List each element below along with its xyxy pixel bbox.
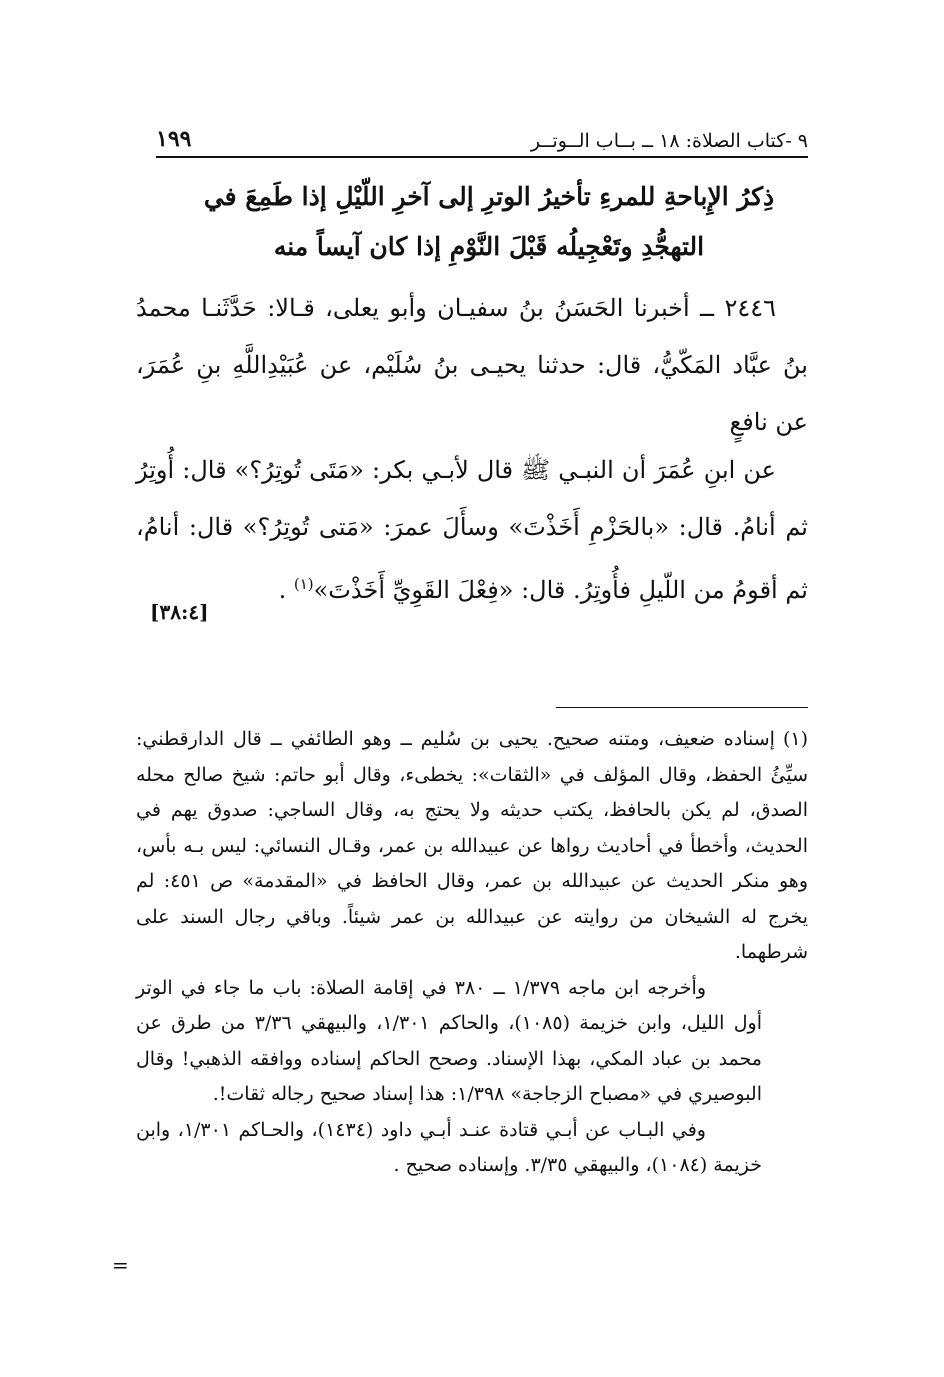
footnote-separator xyxy=(556,707,808,708)
chapter-heading xyxy=(170,172,808,272)
hadith-chain xyxy=(136,280,808,451)
running-title: ٩ -كتاب الصلاة: ١٨ ــ بــاب الــوتــر xyxy=(530,130,808,152)
footnote-para-1: إسناده ضعيف، ومتنه صحيح. يحيى بن سُليم ــ وهو الطائفي ــ قال الدارقطني: سيِّئُ الحفظ، وقال المؤلف في «الثقات»: يخطىء، وقال أبو حاتم: شيخ صالح محله الصدق، لم يكن بالحافظ، يكتب حديثه ولا يحتج به، وقال الساجي: صدوق يهم في الحديث، وأخطأ في أحاديث رواها عن عبيدالله بن عمر، وقـال النسائي: ليس بـه بأس، وهو منكر الحديث عن عبيدالله بن عمر، وقال الحافظ في «المقدمة» ص ٤٥١: لم يخرج له الشيخان من روايته عن عبيدالله بن عمر شيئاً. وباقي رجال السند على شرطهما. xyxy=(136,728,808,963)
footnote-para-3: وفي البـاب عن أبـي قتادة عنـد أبـي داود (١٤٣٤)، والحـاكم ١/٣٠١، وابن خزيمة (١٠٨٤)، والبيهقي ٣/٣٥. وإسناده صحيح . xyxy=(136,1118,762,1176)
footnotes xyxy=(136,722,808,1184)
footnote-number: (١) xyxy=(782,728,808,750)
hadith-matn: عن ابنِ عُمَرَ أن النبـي ﷺ قال لأبـي بكر: «مَتَى تُوتِرُ؟» قال: أُوتِرُ ثم أنامُ. قال: «بالحَزْمِ أَخَذْتَ» وسأَلَ عمرَ: «مَتى تُوتِرُ؟» قال: أنامُ، ثم أقومُ من اللّيلِ فأُوتِرُ. قال: «فِعْلَ القَوِيِّ أَخَذْتَ» xyxy=(136,456,808,604)
hadith-text xyxy=(136,442,808,619)
continuation-mark: = xyxy=(112,1253,129,1277)
footnote-marker: (١) xyxy=(293,575,314,593)
page-number: ١٩٩ xyxy=(156,126,192,152)
running-header xyxy=(156,112,808,158)
hadith-end: . xyxy=(278,576,294,604)
footnote-para-2: وأخرجه ابن ماجه ١/٣٧٩ ــ ٣٨٠ في إقامة الصلاة: باب ما جاء في الوتر أول الليل، وابن خزيمة (١٠٨٥)، والحاكم ١/٣٠١، والبيهقي ٣/٣٦ من طرق عن محمد بن عباد المكي، بهذا الإسناد. وصحح الحاكم إسناده ووافقه الذهبي! وقال البوصيري في «مصباح الزجاجة» ١/٣٩٨: هذا إسناد صحيح رجاله ثقات!. xyxy=(136,976,762,1105)
footnote-1 xyxy=(136,722,808,971)
chapter-heading-line-2: التهجُّدِ وتَعْجِيلُه قَبْلَ النَّوْمِ إذا كان آيساً منه xyxy=(273,232,705,261)
hadith-isnad: ٢٤٤٦ ــ أخبرنا الحَسَنُ بنُ سفيـان وأبو يعلى، قـالا: حَدَّثَنـا محمدُ بنُ عبَّاد المَكّيُّ، قال: حدثنا يحيـى بنُ سُلَيْم، عن عُبَيْدِاللَّهِ بنِ عُمَرَ، عن نافعٍ xyxy=(136,294,808,436)
hadith-reference: [٣٨:٤] xyxy=(150,600,209,624)
chapter-heading-line-1: ذِكرُ الإِباحةِ للمرءِ تأخيرُ الوترِ إلى آخرِ اللّيْلِ إذا طَمِعَ في xyxy=(203,182,775,211)
